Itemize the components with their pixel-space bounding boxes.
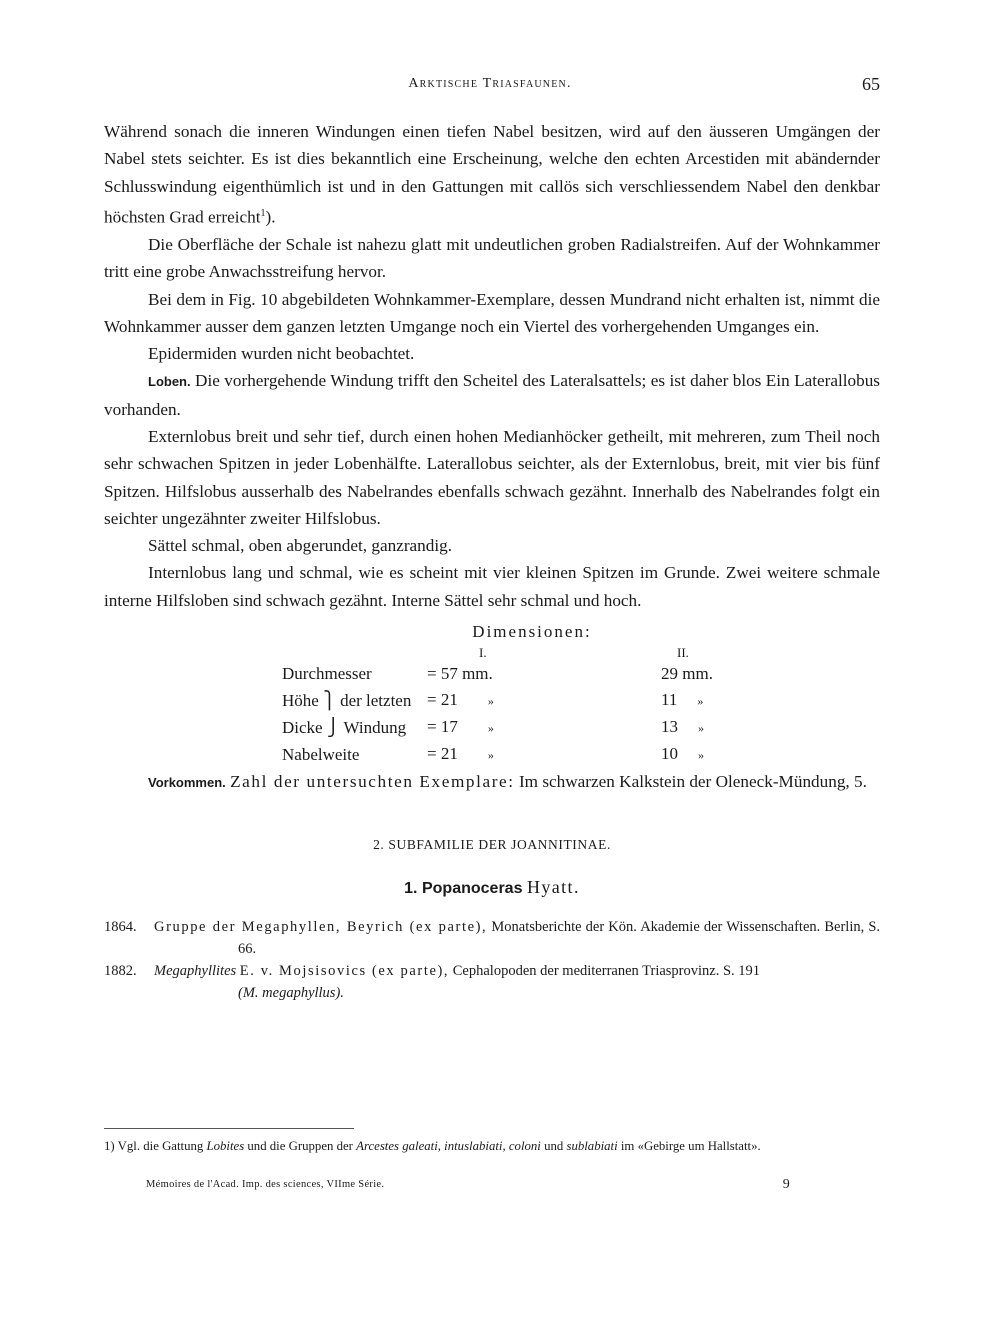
subfamily-heading: 2. SUBFAMILIE DER JOANNITINAE.: [373, 836, 611, 852]
value-ii: [661, 714, 767, 741]
value-i: = 57 mm.: [427, 664, 493, 684]
ditto-mark: »: [698, 721, 704, 736]
ref-paren: (M. megaphyllus).: [238, 985, 344, 1002]
paragraph: [104, 367, 880, 423]
table-header-row: [282, 645, 767, 661]
genus-heading: [104, 874, 880, 902]
footnote-text: Vgl. die Gattung: [117, 1139, 204, 1153]
table-row: [282, 741, 767, 768]
paragraph-text: Die vorhergehende Windung trifft den Scheitel des Lateralsattels; es ist daher blos Ein Laterallobus vorhanden.: [104, 371, 880, 419]
footnote-text: und die Gruppen der: [247, 1139, 353, 1153]
ref-year: 1864.: [104, 919, 137, 936]
value-i-number: = 21: [427, 744, 458, 764]
ditto-mark: »: [487, 694, 494, 709]
value-ii: 29 mm.: [661, 664, 713, 684]
section-label: Loben.: [148, 374, 191, 390]
value-i: [427, 687, 661, 714]
value-ii: [661, 687, 767, 714]
paragraph-text-end: ).: [265, 207, 276, 227]
genus-author: Hyatt.: [526, 876, 580, 897]
genus-name: Popanoceras: [421, 879, 523, 897]
paragraph: Internlobus lang und schmal, wie es scheint mit vier kleinen Spitzen im Grunde. Zwei weitere schmale interne Hilfsloben sind schwach gezähnt. Interne Sättel sehr schmal und hoch.: [104, 563, 880, 610]
value-ii-number: 11: [661, 690, 678, 710]
paragraph: Sättel schmal, oben abgerundet, ganzrandig.: [148, 536, 453, 556]
column-header-ii: II.: [677, 645, 689, 661]
paragraph: Externlobus breit und sehr tief, durch einen hohen Medianhöcker getheilt, mit mehreren, zum Theil noch sehr schwachen Spitzen in jeder Lobenhälfte. Laterallobus seichter, als der Externlobus, breit, mit vier bis fünf Spitzen. Hilfslobus ausserhalb des Nabelrandes ebenfalls schwach gezähnt. Innerhalb des Nabelrandes folgt ein seichter ungezähnter zweiter Hilfslobus.: [104, 427, 880, 528]
footnote-text: im «Gebirge um Hallstatt».: [620, 1139, 761, 1153]
dimensions-title: Dimensionen:: [472, 622, 592, 642]
row-label: Höhe ⎫ der letzten: [282, 690, 412, 710]
row-label: Nabelweite: [282, 744, 360, 764]
column-header-i: I.: [479, 645, 487, 661]
value-ii: [661, 741, 767, 768]
footnote-text: und: [544, 1139, 564, 1153]
ref-name: Gruppe der Megaphyllen, Beyrich (ex parte),: [154, 919, 488, 936]
imprint-line: [146, 1179, 880, 1190]
value-i-number: = 17: [427, 717, 458, 737]
paragraph: Epidermiden wurden nicht beobachtet.: [148, 344, 415, 364]
imprint-text: Mémoires de l'Acad. Imp. des sciences, VIIme Série.: [146, 1179, 385, 1190]
ditto-mark: »: [697, 694, 704, 709]
synonymy-list: [104, 916, 880, 1004]
list-item: [104, 960, 880, 1004]
ditto-mark: »: [487, 748, 494, 763]
footnote: [104, 1137, 880, 1156]
paragraph: Die Oberfläche der Schale ist nahezu glatt mit undeutlichen groben Radialstreifen. Auf der Wohnkammer tritt eine grobe Anwachsstreifung hervor.: [104, 234, 880, 282]
ditto-mark: »: [698, 748, 704, 763]
footnote-italic: Arcestes galeati, intuslabiati, coloni: [356, 1139, 541, 1153]
footnote-italic: Lobites: [206, 1139, 245, 1153]
footnote-italic: sublabiati: [566, 1139, 618, 1153]
footnote-marker: 1: [260, 207, 266, 219]
paragraph: Bei dem in Fig. 10 abgebildeten Wohnkammer-Exemplare, dessen Mundrand nicht erhalten ist, nimmt die Wohnkammer ausser dem ganzen letzten Umgange noch ein Viertel des vorhergehenden Umganges ein.: [104, 289, 880, 336]
running-title: Arktische Triasfaunen.: [408, 76, 572, 91]
page-header: [100, 76, 880, 98]
value-i-number: = 21: [427, 690, 458, 710]
genus-number: 1.: [404, 879, 418, 897]
signature-mark: 9: [782, 1177, 790, 1192]
section-label: Vorkommen.: [148, 775, 226, 791]
dimensions-table: [282, 645, 767, 768]
table-row: [282, 687, 767, 714]
row-label: Dicke ⎭ Windung: [282, 717, 407, 737]
ref-text: Cephalopoden der mediterranen Triasprovinz. S. 191: [452, 963, 761, 980]
list-item: [104, 916, 880, 960]
table-row: [282, 714, 767, 741]
ref-year: 1882.: [104, 963, 137, 980]
occurrence-spaced: Zahl der untersuchten Exemplare:: [230, 772, 515, 792]
footnote-rule: [104, 1128, 354, 1129]
value-ii-number: 13: [661, 717, 678, 737]
ref-text: Monatsberichte der Kön. Akademie der Wissenschaften. Berlin, S. 66.: [238, 919, 881, 958]
ref-name: E. v. Mojsisovics (ex parte),: [239, 963, 450, 980]
value-i: [427, 714, 661, 741]
body-text: [104, 118, 880, 1004]
value-i: [427, 741, 661, 768]
page-number: 65: [862, 74, 880, 94]
ditto-mark: »: [487, 721, 494, 736]
ref-name-italic: Megaphyllites: [154, 963, 237, 980]
footnote-marker: 1): [104, 1139, 115, 1153]
occurrence-text: Im schwarzen Kalkstein der Oleneck-Mündung, 5.: [518, 772, 867, 792]
row-label: Durchmesser: [282, 664, 372, 684]
paragraph-text: Während sonach die inneren Windungen einen tiefen Nabel besitzen, wird auf den äusseren Umgängen der Nabel stets seichter. Es ist dies bekanntlich eine Erscheinung, welche den echten Arcestiden mit abändernder Schlusswindung eigenthümlich ist und in den Gattungen mit callös sich verschliessendem Nabel den denkbar höchsten Grad erreicht: [104, 122, 880, 227]
table-row: [282, 661, 767, 687]
value-ii-number: 10: [661, 744, 678, 764]
paragraph: [104, 118, 880, 231]
occurrence-paragraph: [104, 768, 880, 796]
